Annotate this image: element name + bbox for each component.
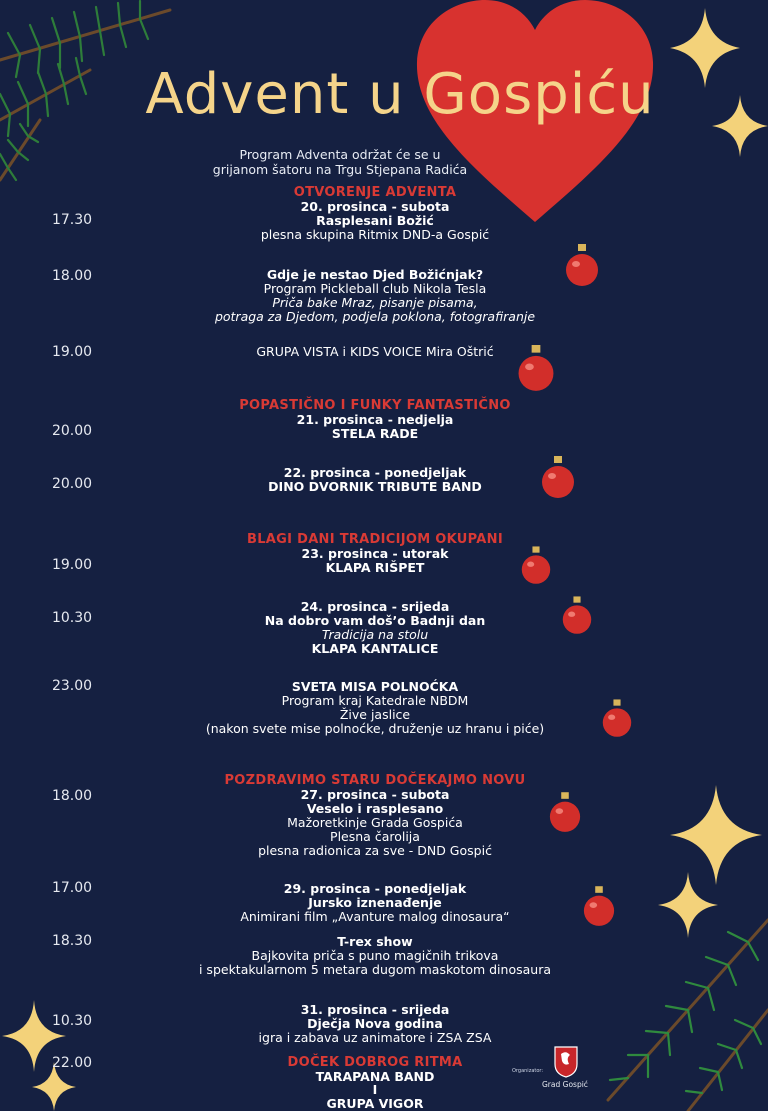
event-name: KLAPA KANTALICE	[311, 641, 439, 656]
organizer-logo	[512, 1046, 592, 1106]
event-date: 31. prosinca - srijeda	[300, 1002, 450, 1017]
event-block	[100, 882, 650, 924]
event-time: 10.30	[51, 610, 93, 626]
event-time: 20.00	[51, 423, 93, 439]
event-desc: Program Pickleball club Nikola Tesla	[263, 281, 487, 296]
event-desc: Program kraj Katedrale NBDM	[281, 693, 469, 708]
event-name: TARAPANA BAND	[315, 1068, 435, 1084]
event-time: 18.00	[51, 788, 93, 804]
event-date: 23. prosinca - utorak	[301, 546, 449, 561]
event-desc: i spektakularnom 5 metara dugom maskotom dinosaura	[198, 962, 551, 977]
event-name: I	[372, 1082, 378, 1097]
event-block	[100, 935, 650, 977]
event-name: STELA RADE	[331, 426, 419, 441]
event-date: 27. prosinca - subota	[300, 787, 450, 802]
event-desc: Žive jaslice	[339, 707, 411, 722]
event-desc: Animirani film „Avanture malog dinosaura“	[240, 909, 510, 924]
section-heading: BLAGI DANI TRADICIJOM OKUPANI	[247, 532, 503, 547]
event-date: 24. prosinca - srijeda	[300, 599, 450, 614]
event-block	[100, 774, 650, 858]
event-desc: GRUPA VISTA i KIDS VOICE Mira Oštrić	[256, 344, 494, 359]
event-desc: Bajkovita priča s puno magičnih trikova	[251, 948, 499, 963]
title-word-1: Advent u	[145, 62, 405, 127]
event-name: Gdje je nestao Djed Božićnjak?	[266, 267, 484, 282]
event-time: 10.30	[51, 1013, 93, 1029]
event-block	[100, 466, 650, 494]
event-block	[100, 345, 650, 359]
event-desc: Plesna čarolija	[330, 829, 420, 844]
event-note: potraga za Djedom, podjela poklona, fotografiranje	[214, 309, 536, 324]
event-block	[100, 186, 650, 242]
section-heading: POZDRAVIMO STARU DOČEKAJMO NOVU	[224, 773, 526, 788]
event-block	[100, 1003, 650, 1045]
subtitle-line: grijanom šatoru na Trgu Stjepana Radića	[212, 162, 468, 177]
event-name: Jursko iznenađenje	[308, 895, 442, 910]
event-name: T-rex show	[337, 934, 413, 949]
event-name: Dječja Nova godina	[307, 1016, 443, 1031]
event-note: Tradicija na stolu	[321, 627, 429, 642]
event-time: 17.30	[51, 212, 93, 228]
event-time: 18.00	[51, 268, 93, 284]
title-word-2: Gospiću	[423, 62, 655, 127]
subtitle	[180, 147, 500, 177]
event-desc: igra i zabava uz animatore i ZSA ZSA	[258, 1030, 492, 1045]
event-time: 22.00	[51, 1055, 93, 1071]
event-time: 20.00	[51, 476, 93, 492]
event-date: 29. prosinca - ponedjeljak	[283, 881, 467, 896]
event-time: 17.00	[51, 880, 93, 896]
star-icon	[670, 785, 762, 885]
event-name: SVETA MISA POLNOĆKA	[291, 679, 459, 694]
section-heading: POPASTIČNO I FUNKY FANTASTIČNO	[239, 398, 511, 413]
star-icon	[658, 872, 718, 938]
coat-of-arms-icon	[554, 1046, 578, 1078]
subtitle-line: Program Adventa održat će se u	[239, 147, 441, 162]
event-time: 18.30	[51, 933, 93, 949]
event-desc: (nakon svete mise polnoćke, druženje uz hranu i piće)	[205, 721, 545, 736]
event-date: 20. prosinca - subota	[300, 199, 450, 214]
event-name: KLAPA RIŠPET	[325, 560, 425, 575]
event-desc: plesna radionica za sve - DND Gospić	[258, 843, 492, 858]
event-date: 22. prosinca - ponedjeljak	[283, 465, 467, 480]
event-date: 21. prosinca - nedjelja	[296, 412, 454, 427]
event-name: Na dobro vam došʼo Badnji dan	[264, 613, 486, 628]
section-heading: OTVORENJE ADVENTA	[293, 185, 457, 200]
page-title	[0, 62, 768, 127]
event-desc: Mažoretkinje Grada Gospića	[287, 815, 463, 830]
event-note: Priča bake Mraz, pisanje pisama,	[272, 295, 478, 310]
event-time: 19.00	[51, 344, 93, 360]
event-block	[100, 680, 650, 736]
event-block	[100, 399, 650, 441]
event-time: 23.00	[51, 678, 93, 694]
event-time: 19.00	[51, 557, 93, 573]
event-desc: plesna skupina Ritmix DND-a Gospić	[260, 227, 490, 242]
organizer-label: Organizator:	[512, 1068, 544, 1074]
event-name: DINO DVORNIK TRIBUTE BAND	[268, 479, 482, 494]
event-block	[100, 268, 650, 324]
event-name: Veselo i rasplesano	[306, 801, 444, 816]
event-block	[100, 600, 650, 656]
event-name: GRUPA VIGOR	[326, 1095, 424, 1111]
event-block	[100, 533, 650, 575]
section-heading: DOČEK DOBROG RITMA	[287, 1055, 463, 1070]
event-name: Rasplesani Božić	[316, 213, 434, 228]
organizer-name: Grad Gospić	[542, 1080, 588, 1089]
